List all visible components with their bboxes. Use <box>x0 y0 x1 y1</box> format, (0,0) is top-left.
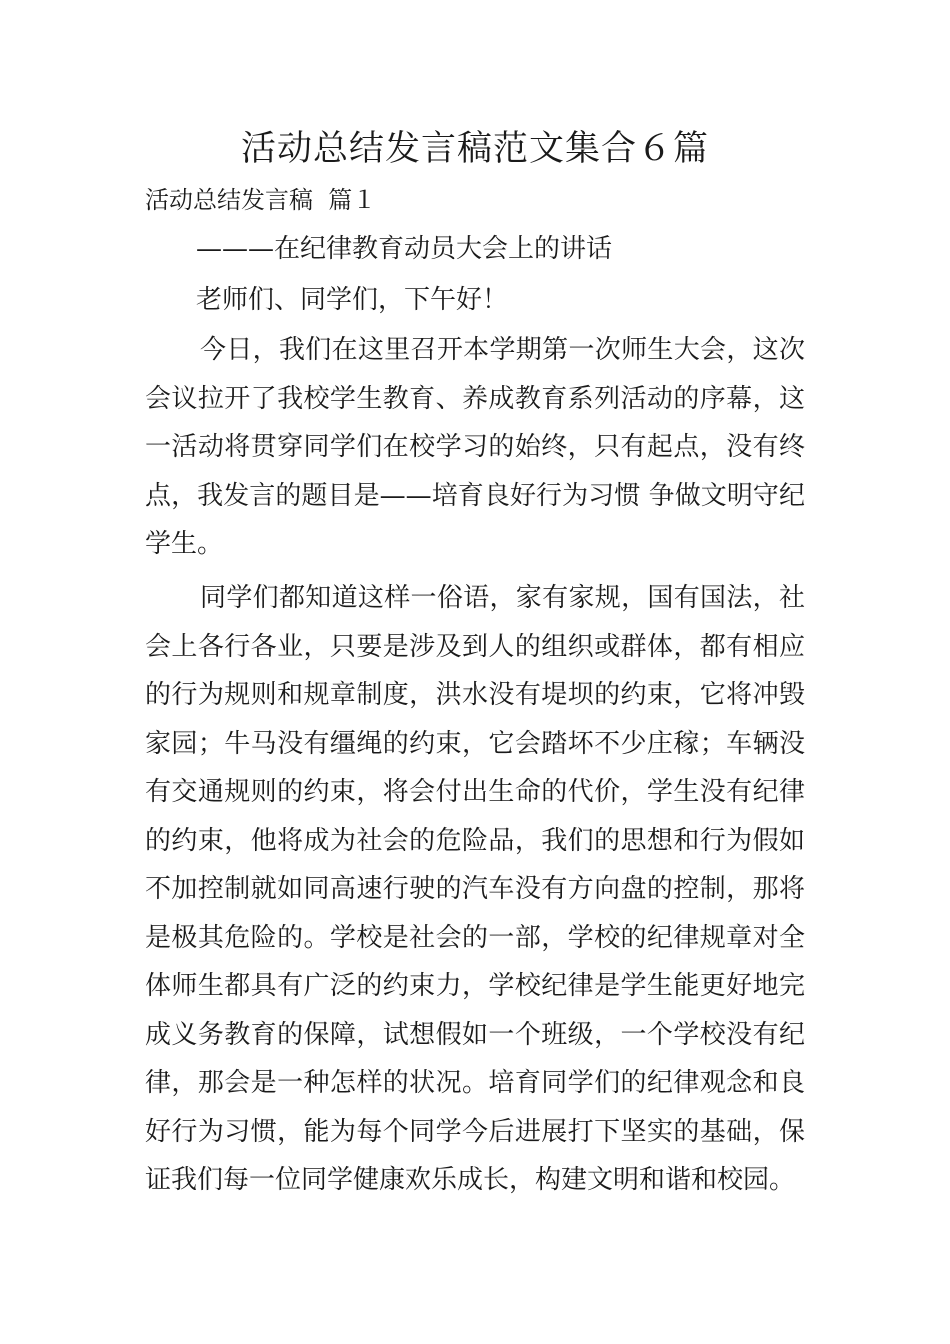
speech-subtitle: ———在纪律教育动员大会上的讲话 <box>196 234 613 264</box>
body-paragraph: 今日，我们在这里召开本学期第一次师生大会，这次会议拉开了我校学生教育、养成教育系列活动的序幕，这一活动将贯穿同学们在校学习的始终，只有起点，没有终点，我发言的题目是——培育良好行为习惯 争做文明守纪学生。 <box>145 335 805 559</box>
document-title: 活动总结发言稿范文集合６篇 <box>240 129 709 169</box>
greeting: 老师们、同学们，下午好！ <box>196 285 509 315</box>
body-paragraph: 同学们都知道这样一俗语，家有家规，国有国法，社会上各行各业，只要是涉及到人的组织或群体，都有相应的行为规则和规章制度，洪水没有堤坝的约束，它将冲毁家园；牛马没有缰绳的约束，它会踏坏不少庄稼；车辆没有交通规则的约束，将会付出生命的代价，学生没有纪律的约束，他将成为社会的危险品，我们的思想和行为假如不加控制就如同高速行驶的汽车没有方向盘的控制，那将是极其危险的。学校是社会的一部，学校的纪律规章对全体师生都具有广泛的约束力，学校纪律是学生能更好地完成义务教育的保障，试想假如一个班级，一个学校没有纪律，那会是一种怎样的状况。培育同学们的纪律观念和良好行为习惯，能为每个同学今后进展打下坚实的基础，保证我们每一位同学健康欢乐成长，构建文明和谐和校园。 <box>145 583 805 1195</box>
section-heading: 活动总结发言稿 篇１ <box>145 186 377 214</box>
